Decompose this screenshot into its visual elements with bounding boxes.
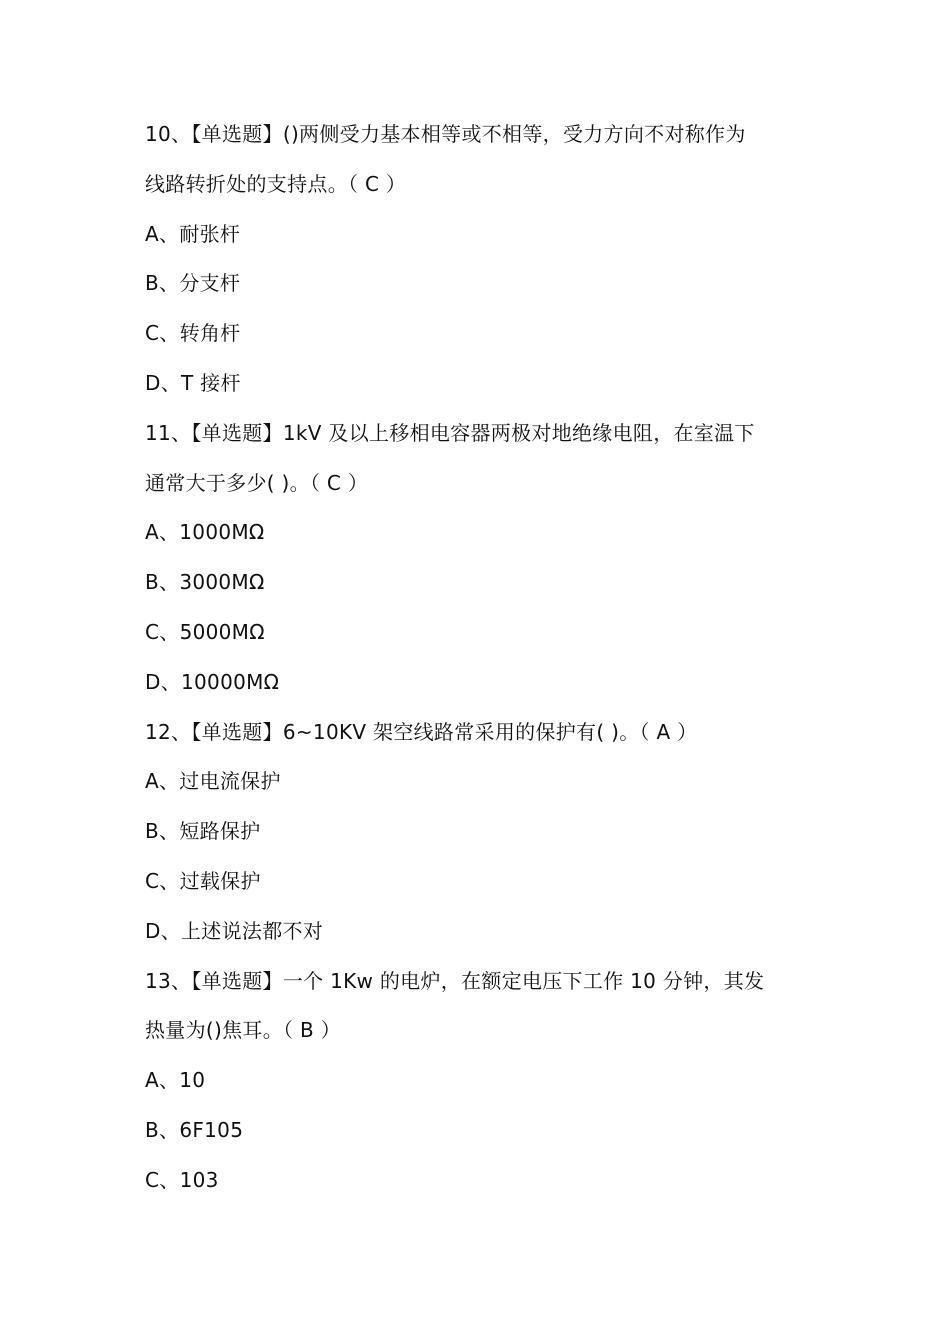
option-c: C、103 [145, 1167, 219, 1192]
question-12 [145, 708, 815, 957]
option-b: B、分支杆 [145, 271, 241, 296]
option-b: B、6F105 [145, 1117, 244, 1142]
option-c: C、过载保护 [145, 868, 261, 893]
question-stem-line: 线路转折处的支持点。（ C ） [145, 171, 407, 196]
option-a: A、耐张杆 [145, 221, 241, 246]
option-b: B、短路保护 [145, 819, 261, 844]
option-d: D、10000MΩ [145, 669, 280, 694]
option-b: B、3000MΩ [145, 570, 265, 595]
question-stem-line: 热量为()焦耳。（ B ） [145, 1018, 341, 1043]
question-stem-line: 13、【单选题】一个 1Kw 的电炉，在额定电压下工作 10 分钟，其发 [145, 968, 765, 993]
question-13 [145, 957, 815, 1206]
option-c: C、转角杆 [145, 321, 241, 346]
question-stem-line: 11、【单选题】1kV 及以上移相电容器两极对地绝缘电阻，在室温下 [145, 420, 755, 445]
question-10 [145, 110, 815, 409]
option-a: A、过电流保护 [145, 769, 281, 794]
question-11 [145, 409, 815, 708]
option-d: D、T 接杆 [145, 370, 241, 395]
question-stem-line: 10、【单选题】()两侧受力基本相等或不相等，受力方向不对称作为 [145, 122, 746, 146]
option-a: A、10 [145, 1068, 206, 1093]
question-list [145, 110, 815, 1206]
question-stem-line: 通常大于多少( )。（ C ） [145, 470, 369, 495]
question-stem-line: 12、【单选题】6~10KV 架空线路常采用的保护有( )。（ A ） [145, 719, 698, 744]
option-d: D、上述说法都不对 [145, 918, 324, 943]
option-a: A、1000MΩ [145, 520, 265, 545]
option-c: C、5000MΩ [145, 619, 265, 644]
